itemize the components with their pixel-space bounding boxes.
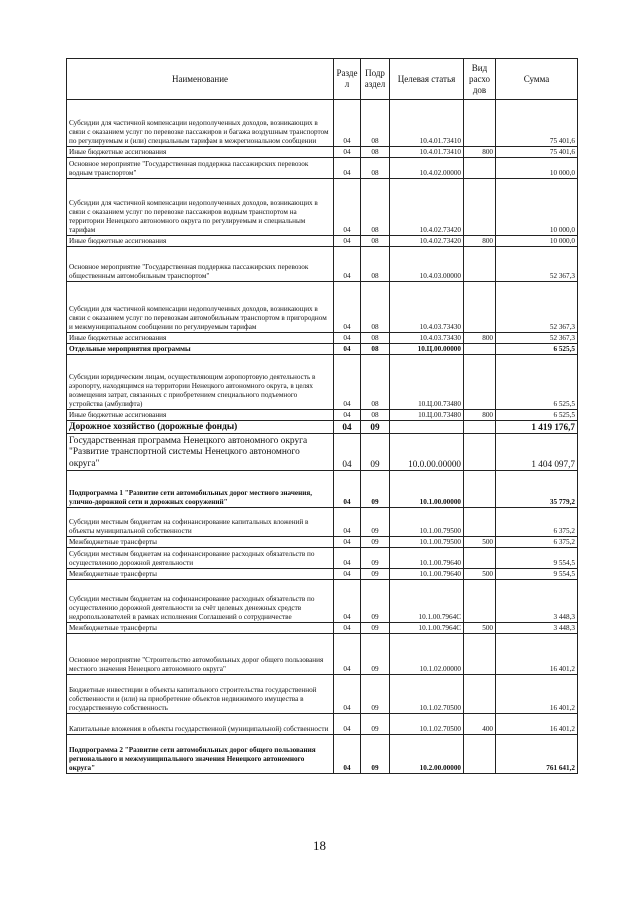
cell-podrazdel: 08: [361, 100, 390, 147]
cell-target: 10.1.00.00000: [390, 471, 464, 508]
cell-sum: 52 367,3: [496, 333, 578, 344]
table-row: [67, 735, 578, 774]
cell-razdel: 04: [334, 471, 361, 508]
cell-podrazdel: 08: [361, 333, 390, 344]
table-row: [67, 471, 578, 508]
table-row: [67, 421, 578, 434]
cell-sum: 52 367,3: [496, 282, 578, 333]
table-row: [67, 675, 578, 714]
cell-razdel: 04: [334, 344, 361, 355]
cell-sum: 6 525,5: [496, 344, 578, 355]
cell-podrazdel: 08: [361, 147, 390, 158]
cell-target: 10.4.03.73430: [390, 282, 464, 333]
cell-target: 10.1.00.79500: [390, 537, 464, 548]
cell-razdel: 04: [334, 735, 361, 774]
cell-sum: 35 779,2: [496, 471, 578, 508]
cell-target: 10.1.00.79640: [390, 548, 464, 569]
cell-razdel: 04: [334, 537, 361, 548]
cell-name: Субсидии местным бюджетам на софинансирование капитальных вложений в объекты муниципальной собственности: [67, 508, 334, 537]
cell-target: 10.1.00.7964С: [390, 623, 464, 634]
table-row: [67, 147, 578, 158]
cell-podrazdel: 09: [361, 471, 390, 508]
cell-razdel: 04: [334, 158, 361, 179]
cell-vid: [464, 282, 496, 333]
cell-name: Капитальные вложения в объекты государственной (муниципальной) собственности: [67, 714, 334, 735]
cell-razdel: 04: [334, 714, 361, 735]
cell-target: [390, 421, 464, 434]
cell-vid: 400: [464, 714, 496, 735]
cell-sum: 761 641,2: [496, 735, 578, 774]
cell-name: Подпрограмма 1 "Развитие сети автомобильных дорог местного значения, улично-дорожной сети и дорожных сооружений": [67, 471, 334, 508]
cell-target: 10.Ц.00.00000: [390, 344, 464, 355]
cell-podrazdel: 08: [361, 179, 390, 236]
cell-name: Иные бюджетные ассигнования: [67, 410, 334, 421]
cell-vid: [464, 158, 496, 179]
cell-razdel: 04: [334, 634, 361, 675]
cell-target: 10.Ц.00.73480: [390, 410, 464, 421]
cell-razdel: 04: [334, 421, 361, 434]
cell-podrazdel: 09: [361, 548, 390, 569]
cell-razdel: 04: [334, 100, 361, 147]
cell-vid: [464, 580, 496, 623]
cell-name: Основное мероприятие "Строительство автомобильных дорог общего пользования местного значения Ненецкого автономного округа": [67, 634, 334, 675]
cell-razdel: 04: [334, 355, 361, 410]
cell-name: Субсидии для частичной компенсации недополученных доходов, возникающих в связи с оказанием услуг по перевозкам автомобильным транспортом в пригородном и межмуниципальном сообщении по регулируемым тарифам: [67, 282, 334, 333]
budget-table: [66, 58, 578, 774]
cell-vid: [464, 548, 496, 569]
cell-vid: [464, 434, 496, 471]
cell-sum: 10 000,0: [496, 179, 578, 236]
table-row: [67, 355, 578, 410]
cell-target: 10.1.00.7964С: [390, 580, 464, 623]
cell-name: Государственная программа Ненецкого автономного округа "Развитие транспортной системы Ненецкого автономного округа": [67, 434, 334, 471]
cell-podrazdel: 09: [361, 675, 390, 714]
cell-razdel: 04: [334, 247, 361, 282]
cell-name: Иные бюджетные ассигнования: [67, 147, 334, 158]
cell-podrazdel: 09: [361, 634, 390, 675]
cell-podrazdel: 08: [361, 236, 390, 247]
cell-razdel: 04: [334, 236, 361, 247]
cell-sum: 16 401,2: [496, 714, 578, 735]
cell-target: 10.4.02.00000: [390, 158, 464, 179]
cell-vid: 800: [464, 333, 496, 344]
page-number: 18: [313, 838, 326, 853]
cell-podrazdel: 08: [361, 247, 390, 282]
table-row: [67, 100, 578, 147]
cell-vid: 500: [464, 623, 496, 634]
cell-target: 10.4.01.73410: [390, 147, 464, 158]
cell-target: 10.4.01.73410: [390, 100, 464, 147]
table-row: [67, 179, 578, 236]
cell-razdel: 04: [334, 282, 361, 333]
cell-sum: 16 401,2: [496, 634, 578, 675]
cell-podrazdel: 08: [361, 344, 390, 355]
table-row: [67, 247, 578, 282]
cell-name: Межбюджетные трансферты: [67, 623, 334, 634]
cell-name: Субсидии для частичной компенсации недополученных доходов, возникающих в связи с оказанием услуг по перевозке пассажиров водным транспортом на территории Ненецкого автономного округа по регулируемым и специальным тарифам: [67, 179, 334, 236]
cell-sum: 6 525,5: [496, 355, 578, 410]
cell-name: Межбюджетные трансферты: [67, 537, 334, 548]
table-row: [67, 623, 578, 634]
cell-sum: 75 401,6: [496, 147, 578, 158]
cell-podrazdel: 09: [361, 508, 390, 537]
cell-podrazdel: 09: [361, 735, 390, 774]
cell-razdel: 04: [334, 569, 361, 580]
cell-razdel: 04: [334, 548, 361, 569]
table-row: [67, 580, 578, 623]
cell-vid: 500: [464, 537, 496, 548]
cell-razdel: 04: [334, 675, 361, 714]
cell-name: Отдельные мероприятия программы: [67, 344, 334, 355]
cell-podrazdel: 09: [361, 623, 390, 634]
cell-razdel: 04: [334, 147, 361, 158]
header-vid: Вид расхо дов: [464, 59, 496, 100]
table-row: [67, 434, 578, 471]
cell-podrazdel: 09: [361, 569, 390, 580]
cell-podrazdel: 09: [361, 580, 390, 623]
table-row: [67, 282, 578, 333]
table-row: [67, 508, 578, 537]
cell-name: Иные бюджетные ассигнования: [67, 236, 334, 247]
cell-vid: [464, 179, 496, 236]
cell-name: Субсидии для частичной компенсации недополученных доходов, возникающих в связи с оказанием услуг по перевозке пассажиров и багажа воздушным транспортом по регулируемым и (или) специальным тарифам в межрегиональном сообщении: [67, 100, 334, 147]
cell-razdel: 04: [334, 333, 361, 344]
cell-vid: 800: [464, 236, 496, 247]
cell-sum: 52 367,3: [496, 247, 578, 282]
budget-table-page: [66, 58, 577, 774]
cell-target: 10.Ц.00.73480: [390, 355, 464, 410]
cell-razdel: 04: [334, 179, 361, 236]
cell-podrazdel: 09: [361, 537, 390, 548]
cell-vid: [464, 344, 496, 355]
cell-vid: [464, 735, 496, 774]
cell-sum: 16 401,2: [496, 675, 578, 714]
cell-sum: 1 404 097,7: [496, 434, 578, 471]
cell-name: Основное мероприятие "Государственная поддержка пассажирских перевозок общественным автомобильным транспортом": [67, 247, 334, 282]
header-target: Целевая статья: [390, 59, 464, 100]
cell-podrazdel: 09: [361, 434, 390, 471]
cell-vid: [464, 508, 496, 537]
cell-razdel: 04: [334, 434, 361, 471]
cell-name: Субсидии местным бюджетам на софинансирование расходных обязательств по осуществлению дорожной деятельности: [67, 548, 334, 569]
cell-target: 10.4.03.73430: [390, 333, 464, 344]
cell-name: Дорожное хозяйство (дорожные фонды): [67, 421, 334, 434]
cell-sum: 6 375,2: [496, 508, 578, 537]
cell-sum: 9 554,5: [496, 548, 578, 569]
cell-sum: 10 000,0: [496, 158, 578, 179]
cell-target: 10.1.00.79500: [390, 508, 464, 537]
cell-sum: 3 448,3: [496, 623, 578, 634]
header-name: Наименование: [67, 59, 334, 100]
table-row: [67, 714, 578, 735]
cell-sum: 1 419 176,7: [496, 421, 578, 434]
cell-sum: 6 525,5: [496, 410, 578, 421]
cell-sum: 9 554,5: [496, 569, 578, 580]
cell-sum: 75 401,6: [496, 100, 578, 147]
cell-target: 10.1.02.00000: [390, 634, 464, 675]
cell-target: 10.1.00.79640: [390, 569, 464, 580]
table-body: [67, 100, 578, 774]
cell-target: 10.1.02.70500: [390, 675, 464, 714]
cell-sum: 10 000,0: [496, 236, 578, 247]
cell-name: Межбюджетные трансферты: [67, 569, 334, 580]
cell-target: 10.4.03.00000: [390, 247, 464, 282]
cell-target: 10.2.00.00000: [390, 735, 464, 774]
cell-target: 10.0.00.00000: [390, 434, 464, 471]
cell-razdel: 04: [334, 580, 361, 623]
table-row: [67, 333, 578, 344]
cell-vid: [464, 634, 496, 675]
cell-name: Субсидии местным бюджетам на софинансирование расходных обязательств по осуществлению дорожной деятельности за счёт целевых денежных средств недропользователей в рамках исполнения Соглашений о сотрудничестве: [67, 580, 334, 623]
cell-razdel: 04: [334, 623, 361, 634]
cell-podrazdel: 09: [361, 714, 390, 735]
cell-target: 10.1.02.70500: [390, 714, 464, 735]
table-row: [67, 158, 578, 179]
header-sum: Сумма: [496, 59, 578, 100]
cell-vid: 500: [464, 569, 496, 580]
cell-name: Субсидии юридическим лицам, осуществляющим аэропортовую деятельность в аэропорту, находящимся на территории Ненецкого автономного округа, в целях возмещения затрат, связанных с приобретением специального подъемного устройства (амбулифта): [67, 355, 334, 410]
table-row: [67, 548, 578, 569]
header-podrazdel: Подр аздел: [361, 59, 390, 100]
table-header-row: [67, 59, 578, 100]
cell-podrazdel: 08: [361, 158, 390, 179]
cell-vid: [464, 471, 496, 508]
cell-podrazdel: 08: [361, 410, 390, 421]
cell-razdel: 04: [334, 508, 361, 537]
cell-razdel: 04: [334, 410, 361, 421]
cell-vid: 800: [464, 410, 496, 421]
table-row: [67, 537, 578, 548]
cell-target: 10.4.02.73420: [390, 179, 464, 236]
cell-target: 10.4.02.73420: [390, 236, 464, 247]
cell-vid: [464, 355, 496, 410]
table-row: [67, 634, 578, 675]
cell-sum: 3 448,3: [496, 580, 578, 623]
cell-name: Бюджетные инвестиции в объекты капитального строительства государственной собственности и (или) на приобретение объектов недвижимого имущества в государственную собственность: [67, 675, 334, 714]
cell-podrazdel: 08: [361, 282, 390, 333]
cell-vid: 800: [464, 147, 496, 158]
cell-name: Основное мероприятие "Государственная поддержка пассажирских перевозок водным транспортом": [67, 158, 334, 179]
table-row: [67, 236, 578, 247]
cell-podrazdel: 09: [361, 421, 390, 434]
cell-name: Иные бюджетные ассигнования: [67, 333, 334, 344]
table-row: [67, 344, 578, 355]
cell-name: Подпрограмма 2 "Развитие сети автомобильных дорог общего пользования регионального и межмуниципального значения Ненецкого автономного округа": [67, 735, 334, 774]
cell-vid: [464, 675, 496, 714]
cell-vid: [464, 247, 496, 282]
cell-podrazdel: 08: [361, 355, 390, 410]
cell-vid: [464, 100, 496, 147]
table-row: [67, 410, 578, 421]
cell-vid: [464, 421, 496, 434]
table-row: [67, 569, 578, 580]
header-razdel: Разде л: [334, 59, 361, 100]
cell-sum: 6 375,2: [496, 537, 578, 548]
